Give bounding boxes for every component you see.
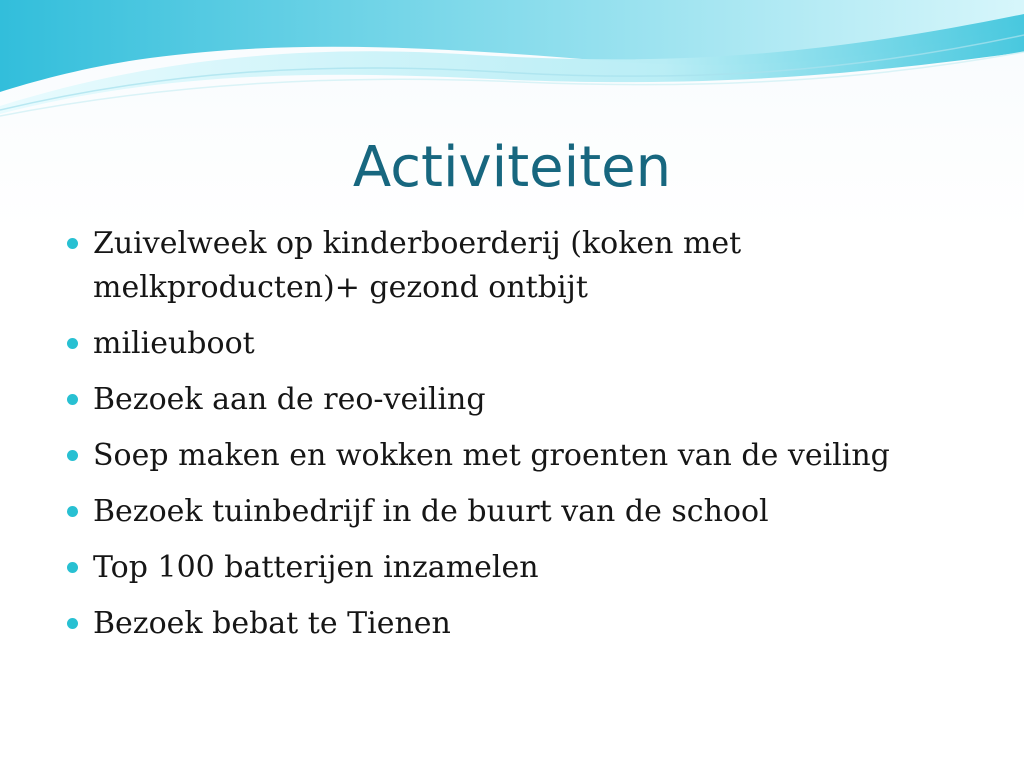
bullet-text: Bezoek tuinbedrijf in de buurt van de school xyxy=(93,494,769,529)
bullet-item-milieuboot xyxy=(62,322,962,366)
bullet-dot-icon xyxy=(67,618,78,629)
bullet-item-soep-wokken xyxy=(62,434,962,478)
bullet-text: Zuivelweek op kinderboerderij (koken met melkproducten)+ gezond ontbijt xyxy=(93,226,742,305)
bullet-text: Soep maken en wokken met groenten van de veiling xyxy=(93,438,890,473)
bullet-text: Bezoek bebat te Tienen xyxy=(93,606,451,641)
bullet-text: Top 100 batterijen inzamelen xyxy=(93,550,539,585)
bullet-list xyxy=(62,222,962,658)
bullet-dot-icon xyxy=(67,562,78,573)
bullet-text: milieuboot xyxy=(93,326,255,361)
bullet-item-bebat xyxy=(62,602,962,646)
bullet-item-tuinbedrijf xyxy=(62,490,962,534)
bullet-item-zuivelweek xyxy=(62,222,962,310)
bullet-dot-icon xyxy=(67,238,78,249)
bullet-text: Bezoek aan de reo-veiling xyxy=(93,382,486,417)
bullet-dot-icon xyxy=(67,394,78,405)
slide-title: Activiteiten xyxy=(352,135,672,200)
decorative-wave-header xyxy=(0,0,1024,130)
bullet-dot-icon xyxy=(67,506,78,517)
bullet-item-batterijen xyxy=(62,546,962,590)
bullet-dot-icon xyxy=(67,450,78,461)
bullet-dot-icon xyxy=(67,338,78,349)
bullet-item-reo-veiling xyxy=(62,378,962,422)
